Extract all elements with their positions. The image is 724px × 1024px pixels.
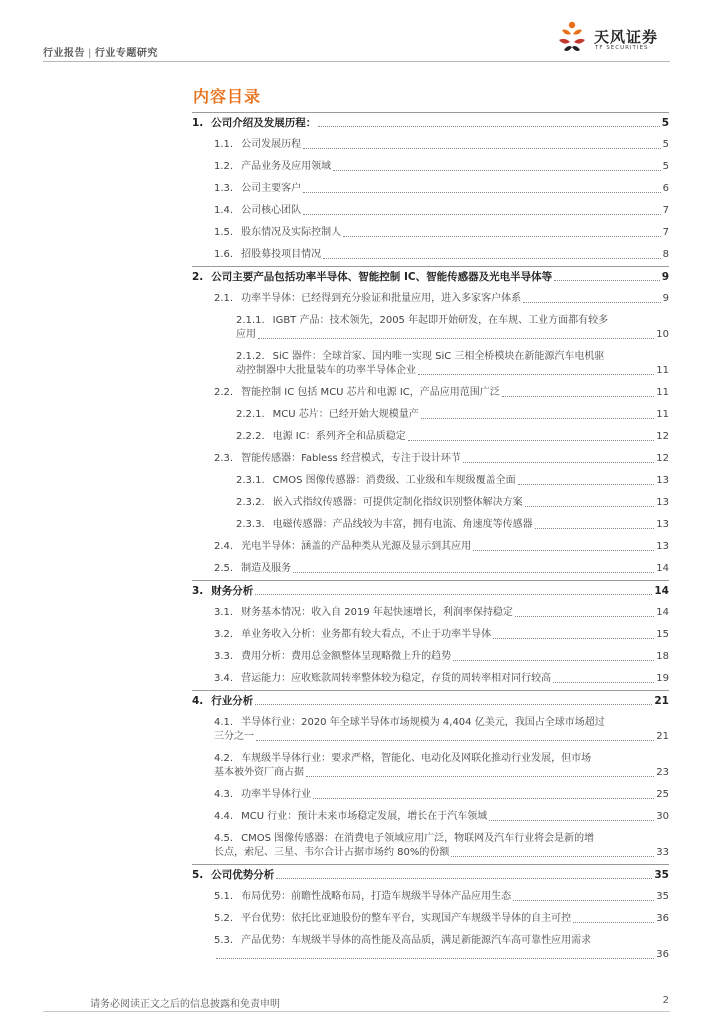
toc-entry-page: 35 [654,869,669,881]
toc-entry-text [192,584,253,598]
toc-entry[interactable] [192,810,669,824]
toc-entry-page: 21 [654,695,669,707]
toc-entry-text [214,606,513,620]
toc-entry-text [214,890,511,904]
toc-entry-text [214,672,551,686]
toc-leader-dots [303,192,661,193]
toc-entry[interactable] [192,474,669,488]
toc-entry-page: 25 [656,789,669,800]
toc-entry-text [214,832,669,846]
toc-entry[interactable] [192,226,669,240]
toc-entry-number: 4.4. [214,811,234,822]
toc-leader-dots [463,462,654,463]
toc-entry-text [214,292,521,306]
toc-entry-text [236,408,419,422]
toc-entry-number: 2.3.3. [236,519,265,530]
toc-entry-page: 12 [656,431,669,442]
toc-entry-title: 招股募投项目情况 [241,249,322,260]
toc-entry-page: 14 [656,607,669,618]
toc-entry-title: 公司主要客户 [241,183,302,194]
toc-entry-title: 营运能力：应收账款周转率整体较为稳定，存货的周转率相对同行较高 [241,673,552,684]
toc-leader-dots [408,440,655,441]
toc-leader-dots [303,148,661,149]
toc-entry-text [214,562,291,576]
toc-entry-number: 4.2. [214,753,234,764]
toc-leader-dots [258,338,654,339]
toc-entry-page: 14 [654,585,669,597]
toc-entry-number: 3.2. [214,629,234,640]
toc-entry[interactable] [192,788,669,802]
toc-entry-number: 2.2. [214,387,234,398]
toc-entry-page: 13 [656,475,669,486]
toc-entry-number: 5.1. [214,891,234,902]
toc-entry-text [236,350,669,364]
toc-entry-page: 12 [656,453,669,464]
toc-entry-number: 2.1.1. [236,315,265,326]
report-subcategory: 行业专题研究 [94,48,158,59]
toc-entry[interactable] [192,138,669,152]
brand-name-en: TF SECURITIES [595,45,649,51]
brand-name: 天风证券 [594,28,659,46]
toc-entry-title: IGBT 产品：技术领先，2005 年起即开始研发，在车规、工业方面都有较多 [272,315,609,326]
toc-entry[interactable] [192,314,669,342]
toc-entry-number: 4.3. [214,789,234,800]
toc-entry-number: 2.2.2. [236,431,265,442]
toc-entry-title: 制造及服务 [241,563,292,574]
toc-leader-dots [554,280,660,281]
toc-entry-text [192,270,552,284]
toc-entry-title-continued: 基本被外资厂商占据 [214,767,304,778]
toc-entry-title: 单业务收入分析：业务都有较大看点，不止于功率半导体 [241,629,492,640]
toc-entry-text [214,386,500,400]
toc-entry-text [214,452,461,466]
toc-entry[interactable] [192,540,669,554]
toc-entry[interactable] [192,430,669,444]
toc-entry-text [214,138,301,152]
toc-leader-dots [276,878,652,879]
toc-leader-dots [515,616,654,617]
toc-entry-title: 光电半导体：涵盖的产品种类从光源及显示到其应用 [241,541,472,552]
toc-entry[interactable] [192,934,669,962]
toc-entry-title: 费用分析：费用总金额整体呈现略微上升的趋势 [241,651,452,662]
toc-entry[interactable] [192,752,669,780]
toc-entry-number: 3.4. [214,673,234,684]
toc-entry-page: 9 [662,293,669,304]
toc-entry-text [214,204,301,218]
header-divider [43,61,670,62]
toc-entry-number: 2.3.1. [236,475,265,486]
page-header [0,0,724,60]
toc-entry-text [236,314,669,328]
toc-entry-number: 5.2. [214,913,234,924]
toc-entry-page: 7 [662,205,669,216]
toc-entry-page: 36 [656,949,669,960]
toc-entry-number: 1.2. [214,161,234,172]
toc-entry-text [214,716,669,730]
toc-entry-page: 33 [656,847,669,858]
toc-entry[interactable] [192,628,669,642]
toc-leader-dots [518,484,655,485]
toc-entry-text [192,868,274,882]
toc-entry-title: 公司主要产品包括功率半导体、智能控制 IC、智能传感器及光电半导体等 [211,271,553,283]
toc-entry-page: 10 [656,329,669,340]
toc-entry-page: 15 [656,629,669,640]
toc-entry-title: MCU 行业：预计未来市场稳定发展，增长在于汽车领域 [241,811,488,822]
toc-entry-page: 18 [656,651,669,662]
toc-entry-text [214,628,491,642]
toc-entry[interactable] [192,864,669,882]
toc-entry-text [214,226,341,240]
toc-entry-number: 3.3. [214,651,234,662]
toc-entry-title: CMOS 图像传感器：在消费电子领域应用广泛，物联网及汽车行业将会是新的增 [241,833,595,844]
toc-entry-number: 4.5. [214,833,234,844]
toc-entry-number: 2. [192,271,204,283]
toc-entry-title: 功率半导体行业 [241,789,312,800]
toc-entry-page: 21 [656,731,669,742]
toc-entry-page: 7 [662,227,669,238]
toc-entry-text [236,518,533,532]
toc-entry-text [214,934,669,948]
toc-entry[interactable] [192,248,669,262]
toc-entry-number: 1.4. [214,205,234,216]
toc-entry[interactable] [192,112,669,130]
toc-leader-dots [343,236,661,237]
toc-entry-title: 功率半导体：已经得到充分验证和批量应用，进入多家客户体系 [241,293,522,304]
toc-entry[interactable] [192,408,669,422]
toc-entry-title: 产品优势：车规级半导体的高性能及高品质，满足新能源汽车高可靠性应用需求 [241,935,592,946]
toc-leader-dots [313,798,654,799]
toc-leader-dots [255,704,652,705]
toc-leader-dots [256,740,654,741]
toc-entry[interactable] [192,204,669,218]
toc-leader-dots [306,776,654,777]
toc-leader-dots [293,572,654,573]
toc-leader-dots [216,958,654,959]
toc-entry-number: 1.6. [214,249,234,260]
toc-leader-dots [523,302,661,303]
toc-entry-page: 11 [656,409,669,420]
toc-leader-dots [489,820,654,821]
toc-entry-page: 35 [656,891,669,902]
toc-entry-text [236,430,406,444]
toc-entry-title: 公司介绍及发展历程： [211,117,317,129]
toc-entry-page: 5 [661,117,669,129]
toc-leader-dots [525,506,655,507]
toc-entry-page: 13 [656,519,669,530]
toc-entry-title-continued: 动控制器中大批量装车的功率半导体企业 [236,365,416,376]
toc-entry-title: 股东情况及实际控制人 [241,227,342,238]
toc-entry[interactable] [192,160,669,174]
toc-title: 内容目录 [193,87,262,106]
toc-entry-number: 3. [192,585,204,597]
breadcrumb-separator: | [88,48,92,59]
toc-entry-page: 14 [656,563,669,574]
toc-entry-text [214,810,487,824]
toc-entry-number: 2.1.2. [236,351,265,362]
toc-entry-page: 19 [656,673,669,684]
toc-leader-dots [502,396,654,397]
toc-entry-text [192,116,316,130]
toc-entry-page: 9 [661,271,669,283]
toc-entry-number: 2.1. [214,293,234,304]
tf-logo-icon [554,20,590,56]
toc-entry[interactable] [192,890,669,904]
toc-entry-title: MCU 芯片：已经开始大规模量产 [272,409,419,420]
toc-entry-title: 财务分析 [211,585,254,597]
toc-entry-number: 2.2.1. [236,409,265,420]
toc-leader-dots [493,638,654,639]
toc-entry-number: 2.3. [214,453,234,464]
toc-entry-title: 财务基本情况：收入自 2019 年起快速增长，利润率保持稳定 [241,607,513,618]
footer-divider [43,1011,670,1012]
toc-entry-title: 公司核心团队 [241,205,302,216]
toc-entry-title: 行业分析 [211,695,254,707]
toc-entry-text [214,788,311,802]
toc-leader-dots [453,660,654,661]
toc-entry-number: 5.3. [214,935,234,946]
toc-entry[interactable] [192,496,669,510]
toc-entry-text [214,248,321,262]
page-number: 2 [662,995,669,1006]
toc-leader-dots [573,922,654,923]
breadcrumb [43,44,158,59]
toc-entry-number: 2.4. [214,541,234,552]
toc-entry-page: 13 [656,497,669,508]
toc-entry-number: 1. [192,117,204,129]
toc-entry-title-continued: 三分之一 [214,731,254,742]
toc-entry-title: 公司发展历程 [241,139,302,150]
toc-entry[interactable] [192,606,669,620]
toc-entry-text [236,474,516,488]
toc-leader-dots [255,594,652,595]
toc-leader-dots [303,214,661,215]
toc-entry-title: 平台优势：依托比亚迪股份的整车平台，实现国产车规级半导体的自主可控 [241,913,572,924]
toc-entry-title: 车规级半导体行业：要求严格，智能化、电动化及网联化推动行业发展，但市场 [241,753,592,764]
toc-leader-dots [323,258,661,259]
toc-entry[interactable] [192,518,669,532]
toc-entry-title: SiC 器件：全球首家、国内唯一实现 SiC 三相全桥模块在新能源汽车电机驱 [272,351,605,362]
toc-entry-page: 11 [656,365,669,376]
toc-entry[interactable] [192,452,669,466]
toc-leader-dots [553,682,654,683]
toc-entry[interactable] [192,912,669,926]
toc-entry-title: 电源 IC：系列齐全和品质稳定 [272,431,406,442]
toc-entry-title-continued: 长点，索尼、三星、韦尔合计占据市场约 80%的份额 [214,847,450,858]
toc-entry-number: 5. [192,869,204,881]
toc-entry-text [214,540,471,554]
toc-entry-title: 产品业务及应用领域 [241,161,332,172]
footer-disclaimer: 请务必阅读正文之后的信息披露和免责申明 [90,999,280,1010]
toc-entry-title: 半导体行业：2020 年全球半导体市场规模为 4,404 亿美元，我国占全球市场超过 [241,717,605,728]
toc-entry-title-continued: 应用 [236,329,256,340]
toc-entry-text [214,912,571,926]
toc-leader-dots [473,550,654,551]
toc-leader-dots [513,900,654,901]
toc-entry-text [214,752,669,766]
toc-entry-title: 电磁传感器：产品线较为丰富，拥有电流、角速度等传感器 [272,519,533,530]
toc-entry-number: 4.1. [214,717,234,728]
toc-leader-dots [535,528,655,529]
toc-entry-page: 8 [662,249,669,260]
toc-entry-number: 2.5. [214,563,234,574]
toc-entry-text [214,650,451,664]
toc-leader-dots [451,856,654,857]
toc-entry-text [214,160,331,174]
toc-leader-dots [318,126,659,127]
toc-entry-text [214,182,301,196]
toc-entry[interactable] [192,690,669,708]
toc-entry-number: 1.3. [214,183,234,194]
toc-leader-dots [421,418,655,419]
toc-entry[interactable] [192,292,669,306]
table-of-contents [192,112,669,962]
toc-entry-title: 智能传感器：Fabless 经营模式，专注于设计环节 [241,453,461,464]
toc-entry[interactable] [192,266,669,284]
toc-entry-title: 布局优势：前瞻性战略布局，打造车规级半导体产品应用生态 [241,891,512,902]
toc-entry-page: 23 [656,767,669,778]
toc-entry[interactable] [192,672,669,686]
toc-entry-title: 智能控制 IC 包括 MCU 芯片和电源 IC，产品应用范围广泛 [241,387,500,398]
toc-entry-number: 2.3.2. [236,497,265,508]
toc-entry[interactable] [192,350,669,378]
toc-entry-page: 30 [656,811,669,822]
toc-entry[interactable] [192,716,669,744]
toc-entry-number: 4. [192,695,204,707]
toc-entry-text [236,496,523,510]
toc-entry-page: 5 [662,139,669,150]
toc-entry[interactable] [192,386,669,400]
toc-entry-page: 5 [662,161,669,172]
brand-logo [554,20,674,56]
toc-entry[interactable] [192,182,669,196]
toc-entry-title: CMOS 图像传感器：消费级、工业级和车规级覆盖全面 [272,475,516,486]
toc-entry[interactable] [192,832,669,860]
toc-entry-title: 嵌入式指纹传感器：可提供定制化指纹识别整体解决方案 [272,497,523,508]
toc-entry[interactable] [192,562,669,576]
toc-leader-dots [333,170,661,171]
toc-entry-page: 36 [656,913,669,924]
toc-entry-title: 公司优势分析 [211,869,275,881]
toc-entry-number: 1.5. [214,227,234,238]
toc-leader-dots [418,374,654,375]
toc-entry-number: 1.1. [214,139,234,150]
toc-entry-page: 11 [656,387,669,398]
toc-entry-text [192,694,253,708]
toc-entry-page: 13 [656,541,669,552]
toc-entry-number: 3.1. [214,607,234,618]
toc-entry-page: 6 [662,183,669,194]
report-category: 行业报告 [43,48,85,59]
toc-entry[interactable] [192,650,669,664]
toc-entry[interactable] [192,580,669,598]
